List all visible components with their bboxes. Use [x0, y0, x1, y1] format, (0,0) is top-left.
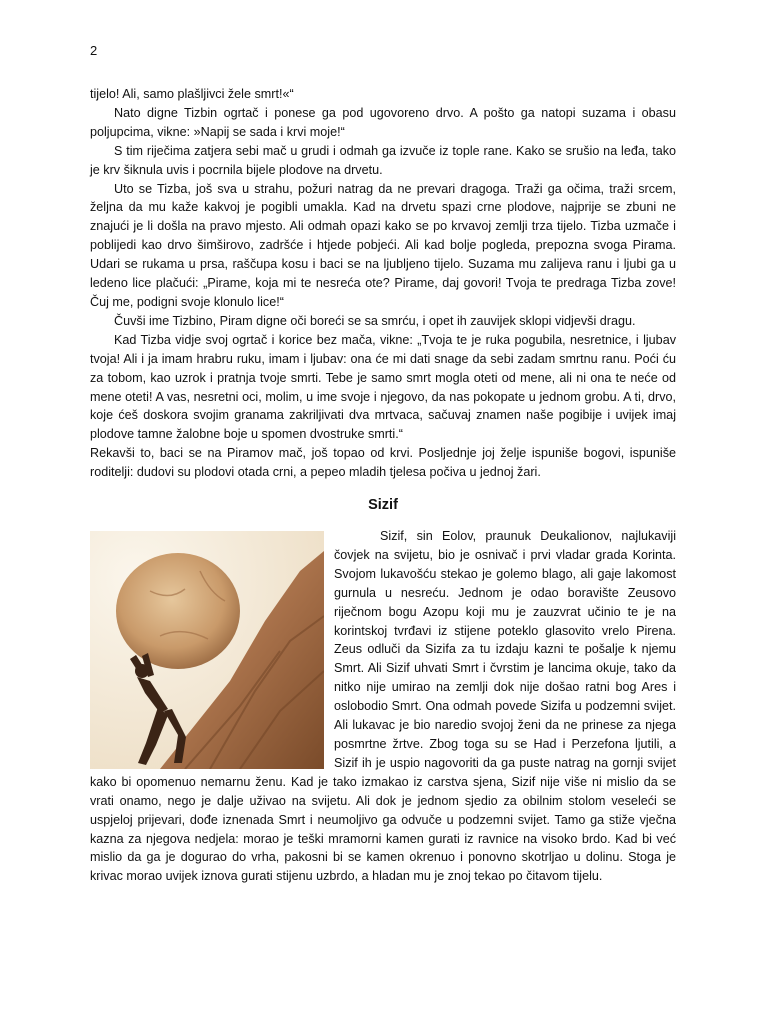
sisyphus-illustration — [90, 531, 324, 769]
paragraph: Kad Tizba vidje svoj ogrtač i korice bez mača, vikne: „Tvoja te je ruka pogubila, nesretnice, i ljubav tvoja! Ali i ja imam hrabru ruku, imam i ljubav: ona će mi dati snage da sebi zadam smrtnu ranu. Poći ću za tobom, kao uzrok i pratnja tvoje smrti. Tebe je samo smrt mogla oteti od mene, ali ni ona te neće od mene oteti! A vas, nesretni oci, molim, u ime svoje i njegovo, da nas pokopate u jednom grobu. A ti, drvo, koje ćeš doskora svojim granama zakriljivati dva mrtvaca, sačuvaj znamen naše pogibije i uvijek imaj plodove tamne žalobne boje u spomen dvostruke smrti.“ — [90, 332, 676, 442]
sisyphus-illustration-svg — [90, 531, 324, 769]
section-title: Sizif — [368, 497, 398, 514]
paragraph: S tim riječima zatjera sebi mač u grudi i odmah ga izvuče iz tople rane. Kako se srušio na leđa, tako je krv šiknula uvis i pocrnila bijele plodove na drvetu. — [90, 143, 676, 177]
paragraph: Nato digne Tizbin ogrtač i ponese ga pod ugovoreno drvo. A pošto ga natopi suzama i obasu poljupcima, vikne: »Napij se sada i krvi moje!“ — [90, 105, 676, 139]
section-body — [90, 527, 676, 886]
section-paragraph — [90, 527, 676, 886]
page-number: 2 — [90, 43, 98, 58]
paragraph: Rekavši to, baci se na Piramov mač, još topao od krvi. Posljednje joj želje ispuniše bogovi, ispuniše roditelji: dudovi su plodovi otada crni, a pepeo mladih tjelesa počiva u jednoj žari. — [90, 446, 676, 480]
paragraph: Čuvši ime Tizbino, Piram digne oči boreći se sa smrću, i opet ih zauvijek sklopi vidjevši dragu. — [114, 313, 636, 328]
paragraph: Uto se Tizba, još sva u strahu, požuri natrag da ne prevari dragoga. Traži ga očima, traži srcem, željna da mu kaže kakvoj je pogibli umakla. Kad na drvetu spazi crne plodove, najprije se zbuni ne znajući je li došla na pravo mjesto. Ali odmah opazi kako se po krvavoj zemlji trza tijelo. Tizba uzmače i poblijedi kao drvo šimširovo, zadršće i htjede pobjeći. Ali kad bolje pogleda, prepozna svoga Pirama. Udari se rukama u prsa, raščupa kosu i baci se na ljubljeno tijelo. Suzama mu zalijeva ranu i ljubi ga u ledeno lice plačući: „Pirame, koja mi te nesreća ote? Pirame, daj govori! Tvoja te predraga Tizba zove! Čuj me, podigni svoje klonulo lice!“ — [90, 181, 676, 309]
section-text: Sizif, sin Eolov, praunuk Deukalionov, najlukaviji čovjek na svijetu, bio je osnivač i prvi vladar grada Korinta. Svojom lukavošću stekao je golemo blago, ali gaje lakomost gurnula u nesreću. Jednom je odao boravište Zeusovo riječnom bogu Azopu koji mu je zauzvrat učinio te je na korintskoj tvrđavi iz stijene poteklo glasovito vrelo Pirena. Zeus odluči da Sizifa za tu izdaju kazni te pošalje k njemu Smrt. Ali Sizif uhvati Smrt i čvrstim je lancima okuje, tako da nitko nije umirao na zemlji dok nije došao ratni bog Ares i oslobodio Smrt. Ona odmah povede Sizifa u podzemni svijet. Ali lukavac je bio naredio svojoj ženi da ne prinese za njega posmrtne žrtve. Zbog toga su se Had i Perzefona ljutili, a Sizif ih je uspio nagovoriti da ga puste natrag na gornji svijet kako bi opomenuo nemarnu ženu. Kad je tako izmakao iz carstva sjena, Sizif nije više ni mislio da se vrati onamo, nego je dalje uživao na svijetu. Ali dok je jednom sjedio za obilnim stolom veseleći se uspjeloj prijevari, dođe iznenada Smrt i neumoljivo ga odvuče u podzemni svijet. Tamo ga stiže vječna kazna za njegova nedjela: morao je teški mramorni kamen gurati iz ravnice na visoko brdo. Kad bi već mislio da ga je dogurao do vrha, pakosni bi se kamen okrenuo i ponovno skotrljao u dolinu. Stoga je krivac morao uvijek iznova gurati stijenu uzbrdo, a hladan mu je znoj tekao po čitavom tijelu. — [90, 529, 676, 884]
document-body — [90, 85, 676, 886]
paragraph: tijelo! Ali, samo plašljivci žele smrt!«“ — [90, 87, 294, 101]
boulder — [116, 553, 240, 669]
